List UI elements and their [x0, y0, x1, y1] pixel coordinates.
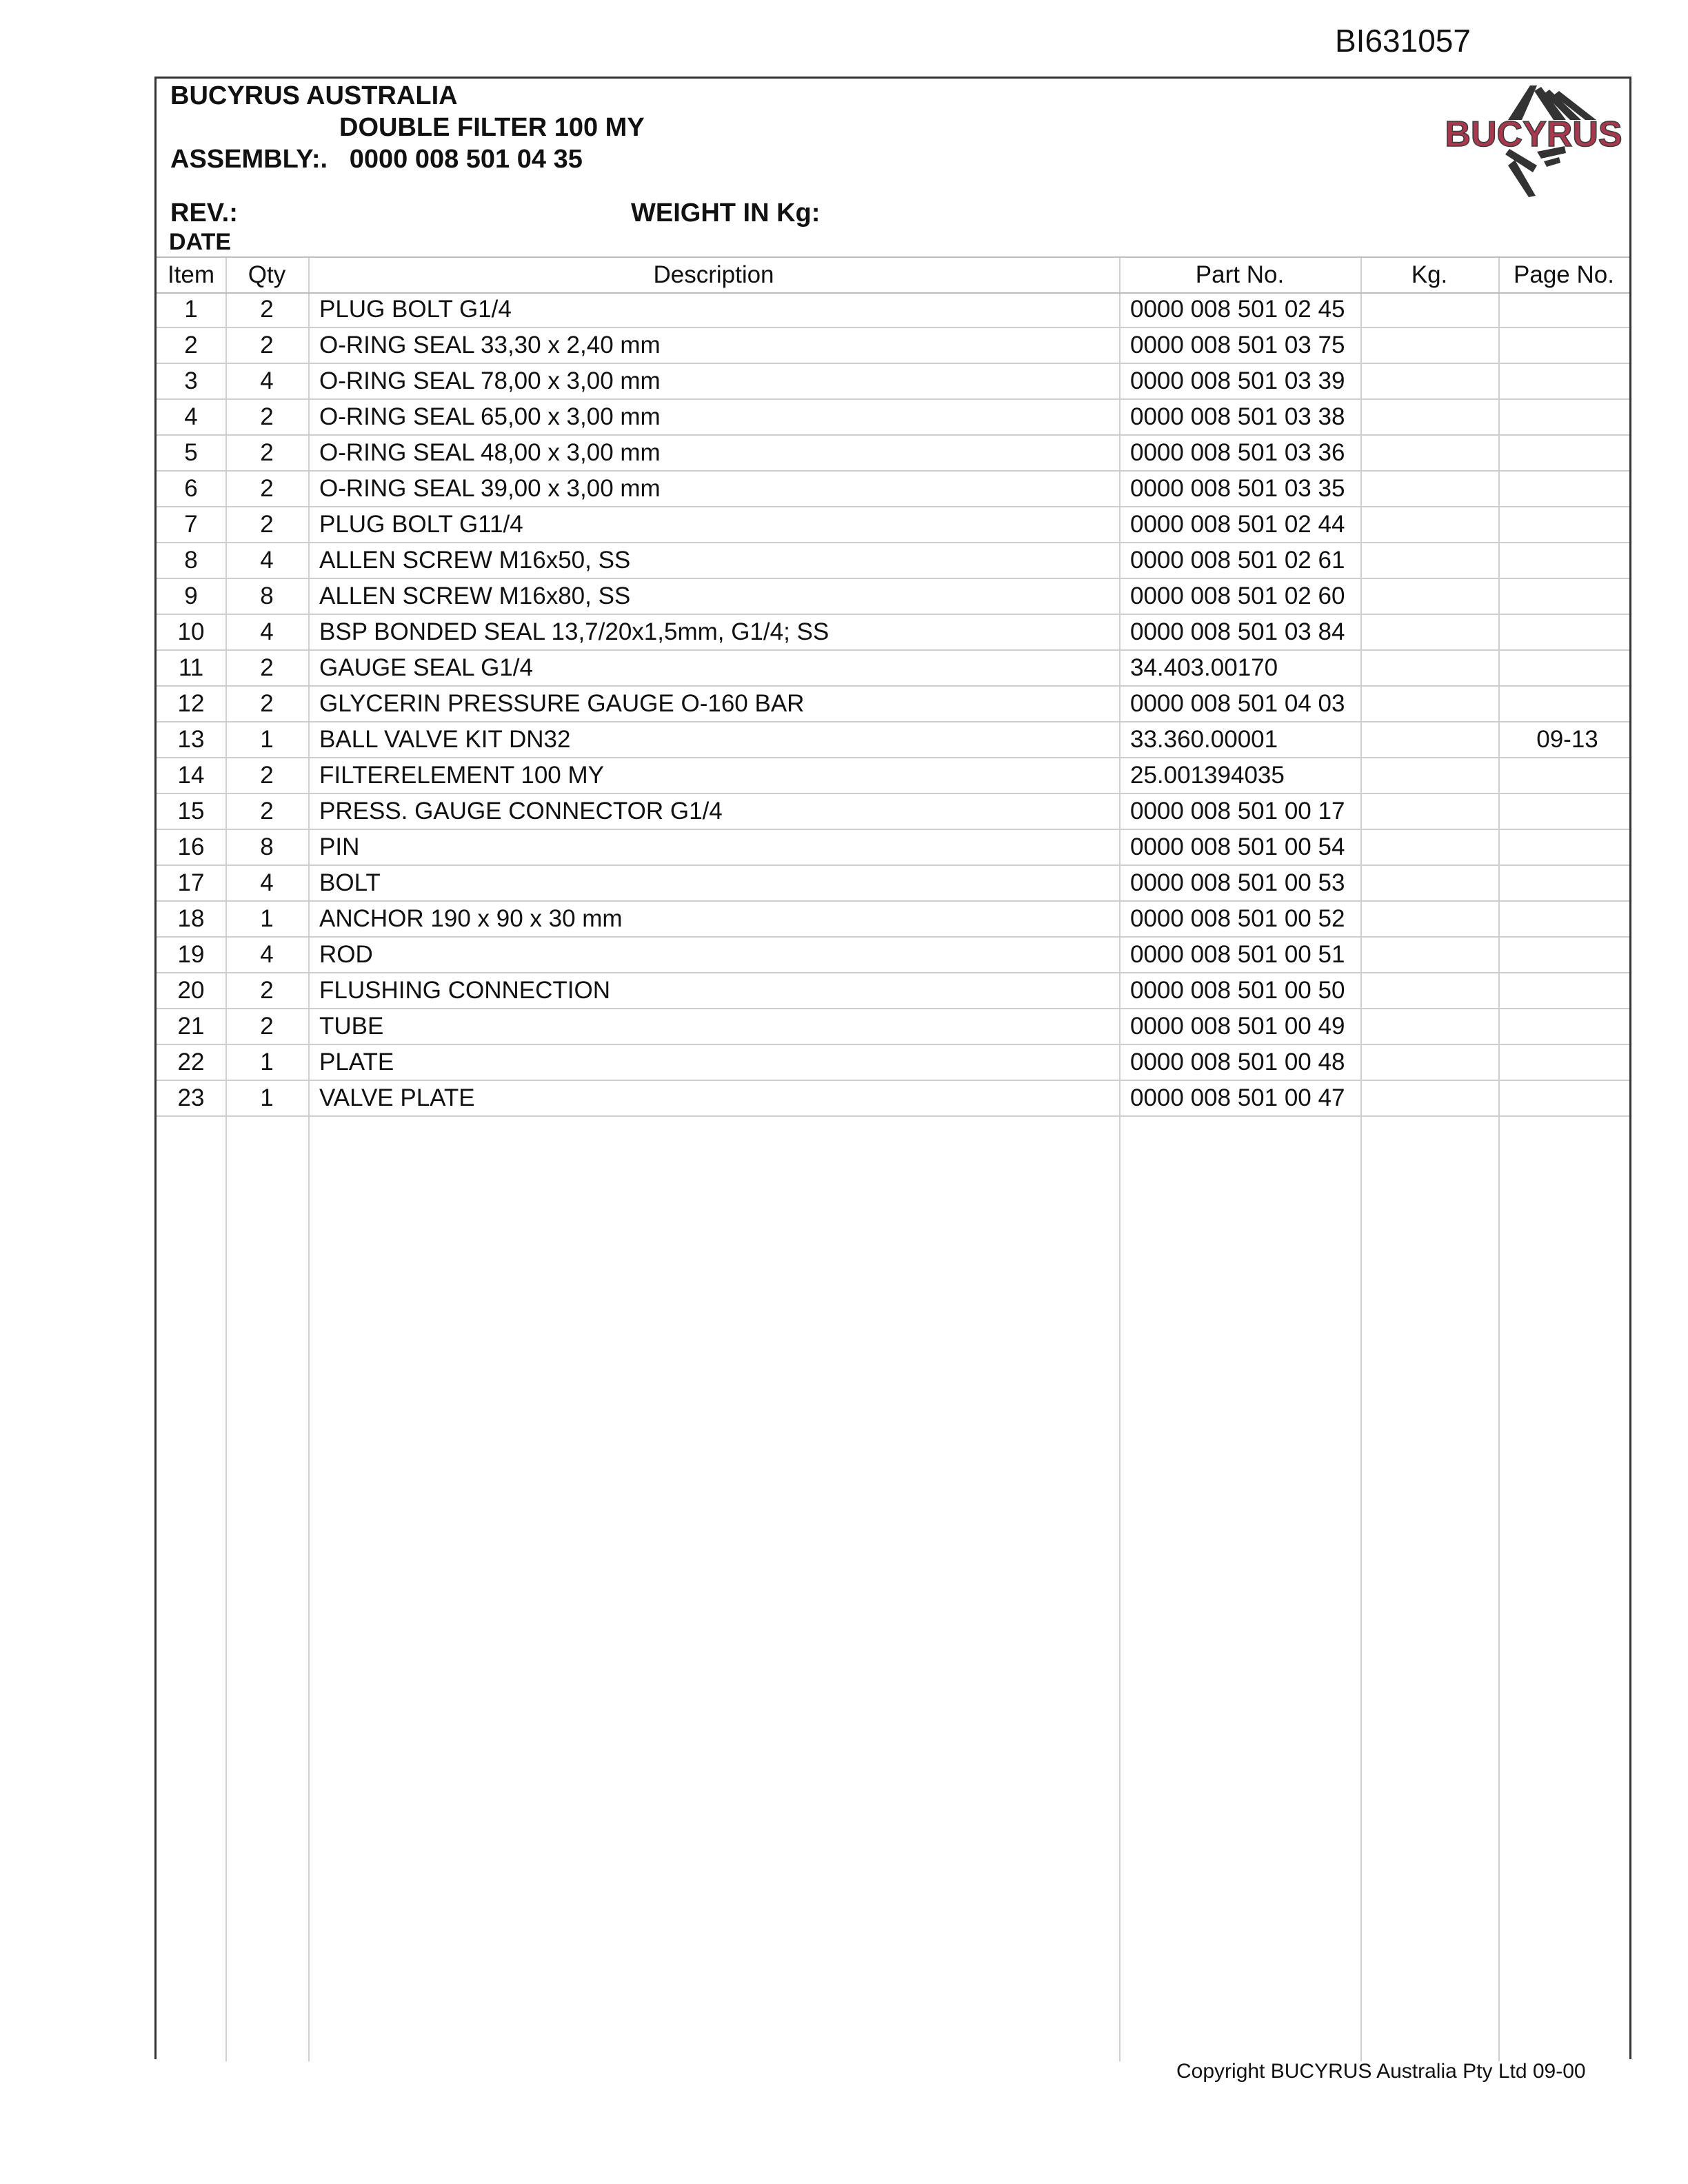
cell-qty: 4 [260, 941, 274, 968]
cell-qty: 4 [260, 618, 274, 645]
cell-description: BOLT [319, 869, 381, 896]
cell-qty: 4 [260, 869, 274, 896]
cell-part-no: 0000 008 501 00 53 [1130, 869, 1345, 896]
logo-text: BUCYRUS [1445, 114, 1622, 154]
table-row [157, 472, 1629, 507]
table-row [157, 292, 1629, 328]
col-header-part-no: Part No. [1195, 261, 1285, 288]
cell-qty: 1 [260, 1049, 274, 1075]
cell-qty: 1 [260, 905, 274, 932]
bucyrus-logo [1434, 80, 1634, 204]
copyright-notice: Copyright BUCYRUS Australia Pty Ltd 09-00 [1176, 2060, 1586, 2083]
cell-description: O-RING SEAL 33,30 x 2,40 mm [319, 332, 661, 358]
table-row [157, 1081, 1629, 1117]
cell-part-no: 34.403.00170 [1130, 654, 1278, 681]
cell-part-no: 33.360.00001 [1130, 726, 1278, 753]
cell-item: 20 [177, 977, 205, 1004]
table-row [157, 507, 1629, 543]
cell-item: 7 [184, 511, 198, 538]
cell-qty: 2 [260, 475, 274, 502]
col-header-item: Item [167, 261, 215, 288]
table-row [157, 794, 1629, 830]
table-row [157, 722, 1629, 758]
cell-qty: 2 [260, 798, 274, 825]
cell-description: TUBE [319, 1013, 384, 1040]
document-id: BI631057 [1335, 23, 1471, 59]
cell-description: FILTERELEMENT 100 MY [319, 762, 604, 789]
cell-description: O-RING SEAL 65,00 x 3,00 mm [319, 403, 661, 430]
cell-description: ALLEN SCREW M16x80, SS [319, 583, 631, 609]
cell-part-no: 25.001394035 [1130, 762, 1285, 789]
cell-qty: 2 [260, 690, 274, 717]
cell-item: 21 [177, 1013, 205, 1040]
table-row [157, 328, 1629, 364]
cell-part-no: 0000 008 501 00 52 [1130, 905, 1345, 932]
cell-part-no: 0000 008 501 00 49 [1130, 1013, 1345, 1040]
col-header-kg: Kg. [1411, 261, 1448, 288]
cell-description: BSP BONDED SEAL 13,7/20x1,5mm, G1/4; SS [319, 618, 830, 645]
cell-page-no: 09-13 [1536, 726, 1598, 753]
cell-part-no: 0000 008 501 00 54 [1130, 833, 1345, 860]
cell-part-no: 0000 008 501 03 36 [1130, 439, 1345, 466]
cell-item: 6 [184, 475, 198, 502]
cell-qty: 1 [260, 726, 274, 753]
cell-qty: 2 [260, 762, 274, 789]
cell-item: 13 [177, 726, 205, 753]
table-row [157, 973, 1629, 1009]
table-row [157, 758, 1629, 794]
col-header-qty: Qty [248, 261, 286, 288]
cell-item: 23 [177, 1084, 205, 1111]
cell-description: PRESS. GAUGE CONNECTOR G1/4 [319, 798, 723, 825]
cell-part-no: 0000 008 501 00 48 [1130, 1049, 1345, 1075]
cell-item: 14 [177, 762, 205, 789]
cell-description: ROD [319, 941, 373, 968]
table-row [157, 1045, 1629, 1081]
cell-qty: 2 [260, 296, 274, 323]
cell-description: PLATE [319, 1049, 394, 1075]
table-body [157, 292, 1629, 1117]
table-row [157, 615, 1629, 651]
cell-part-no: 0000 008 501 00 50 [1130, 977, 1345, 1004]
cell-description: PLUG BOLT G1/4 [319, 296, 512, 323]
cell-item: 11 [178, 654, 204, 681]
table-row [157, 687, 1629, 722]
cell-item: 22 [177, 1049, 205, 1075]
cell-qty: 2 [260, 332, 274, 358]
cell-item: 17 [177, 869, 205, 896]
col-header-page-no: Page No. [1514, 261, 1614, 288]
cell-item: 16 [177, 833, 205, 860]
table-row [157, 436, 1629, 472]
cell-item: 19 [177, 941, 205, 968]
cell-description: ANCHOR 190 x 90 x 30 mm [319, 905, 623, 932]
cell-item: 18 [177, 905, 205, 932]
table-row [157, 400, 1629, 436]
cell-qty: 2 [260, 403, 274, 430]
table-row [157, 830, 1629, 866]
table-row [157, 651, 1629, 687]
cell-qty: 8 [260, 833, 274, 860]
cell-item: 2 [184, 332, 198, 358]
cell-part-no: 0000 008 501 02 60 [1130, 583, 1345, 609]
cell-qty: 4 [260, 367, 274, 394]
cell-description: BALL VALVE KIT DN32 [319, 726, 571, 753]
cell-qty: 2 [260, 511, 274, 538]
cell-part-no: 0000 008 501 00 51 [1130, 941, 1345, 968]
cell-description: O-RING SEAL 48,00 x 3,00 mm [319, 439, 661, 466]
cell-part-no: 0000 008 501 02 61 [1130, 547, 1345, 574]
cell-part-no: 0000 008 501 03 39 [1130, 367, 1345, 394]
cell-item: 8 [184, 547, 198, 574]
cell-qty: 1 [260, 1084, 274, 1111]
cell-description: O-RING SEAL 78,00 x 3,00 mm [319, 367, 661, 394]
cell-qty: 2 [260, 654, 274, 681]
cell-item: 10 [177, 618, 205, 645]
table-row [157, 902, 1629, 938]
cell-item: 1 [184, 296, 198, 323]
cell-description: FLUSHING CONNECTION [319, 977, 610, 1004]
assembly-number: 0000 008 501 04 35 [349, 145, 583, 174]
table-row [157, 1009, 1629, 1045]
cell-item: 3 [184, 367, 198, 394]
weight-label: WEIGHT IN Kg: [631, 199, 821, 228]
cell-part-no: 0000 008 501 04 03 [1130, 690, 1345, 717]
cell-part-no: 0000 008 501 02 44 [1130, 511, 1345, 538]
cell-qty: 2 [260, 439, 274, 466]
parts-list-sheet [154, 77, 1631, 2059]
cell-qty: 2 [260, 977, 274, 1004]
cell-item: 9 [184, 583, 198, 609]
cell-part-no: 0000 008 501 00 17 [1130, 798, 1345, 825]
assembly-name: DOUBLE FILTER 100 MY [339, 113, 645, 142]
cell-part-no: 0000 008 501 00 47 [1130, 1084, 1345, 1111]
cell-part-no: 0000 008 501 03 38 [1130, 403, 1345, 430]
table-row [157, 579, 1629, 615]
assembly-label: ASSEMBLY:. [170, 145, 328, 174]
cell-qty: 2 [260, 1013, 274, 1040]
cell-description: PIN [319, 833, 360, 860]
table-row [157, 938, 1629, 973]
cell-description: ALLEN SCREW M16x50, SS [319, 547, 631, 574]
cell-description: PLUG BOLT G11/4 [319, 511, 523, 538]
table-header-row [157, 256, 1629, 294]
cell-item: 5 [184, 439, 198, 466]
rev-label: REV.: [170, 199, 238, 228]
table-row [157, 543, 1629, 579]
parts-table [157, 256, 1629, 2061]
cell-qty: 8 [260, 583, 274, 609]
cell-description: GAUGE SEAL G1/4 [319, 654, 533, 681]
table-row [157, 364, 1629, 400]
cell-part-no: 0000 008 501 03 35 [1130, 475, 1345, 502]
cell-part-no: 0000 008 501 02 45 [1130, 296, 1345, 323]
cell-item: 12 [177, 690, 205, 717]
cell-description: VALVE PLATE [319, 1084, 475, 1111]
col-header-description: Description [653, 261, 774, 288]
cell-description: GLYCERIN PRESSURE GAUGE O-160 BAR [319, 690, 805, 717]
cell-item: 4 [184, 403, 198, 430]
company-name: BUCYRUS AUSTRALIA [170, 81, 458, 110]
date-label: DATE [169, 229, 232, 255]
cell-part-no: 0000 008 501 03 75 [1130, 332, 1345, 358]
cell-description: O-RING SEAL 39,00 x 3,00 mm [319, 475, 661, 502]
cell-part-no: 0000 008 501 03 84 [1130, 618, 1345, 645]
table-row [157, 866, 1629, 902]
assembly-number-line [170, 145, 583, 174]
cell-item: 15 [177, 798, 205, 825]
cell-qty: 4 [260, 547, 274, 574]
